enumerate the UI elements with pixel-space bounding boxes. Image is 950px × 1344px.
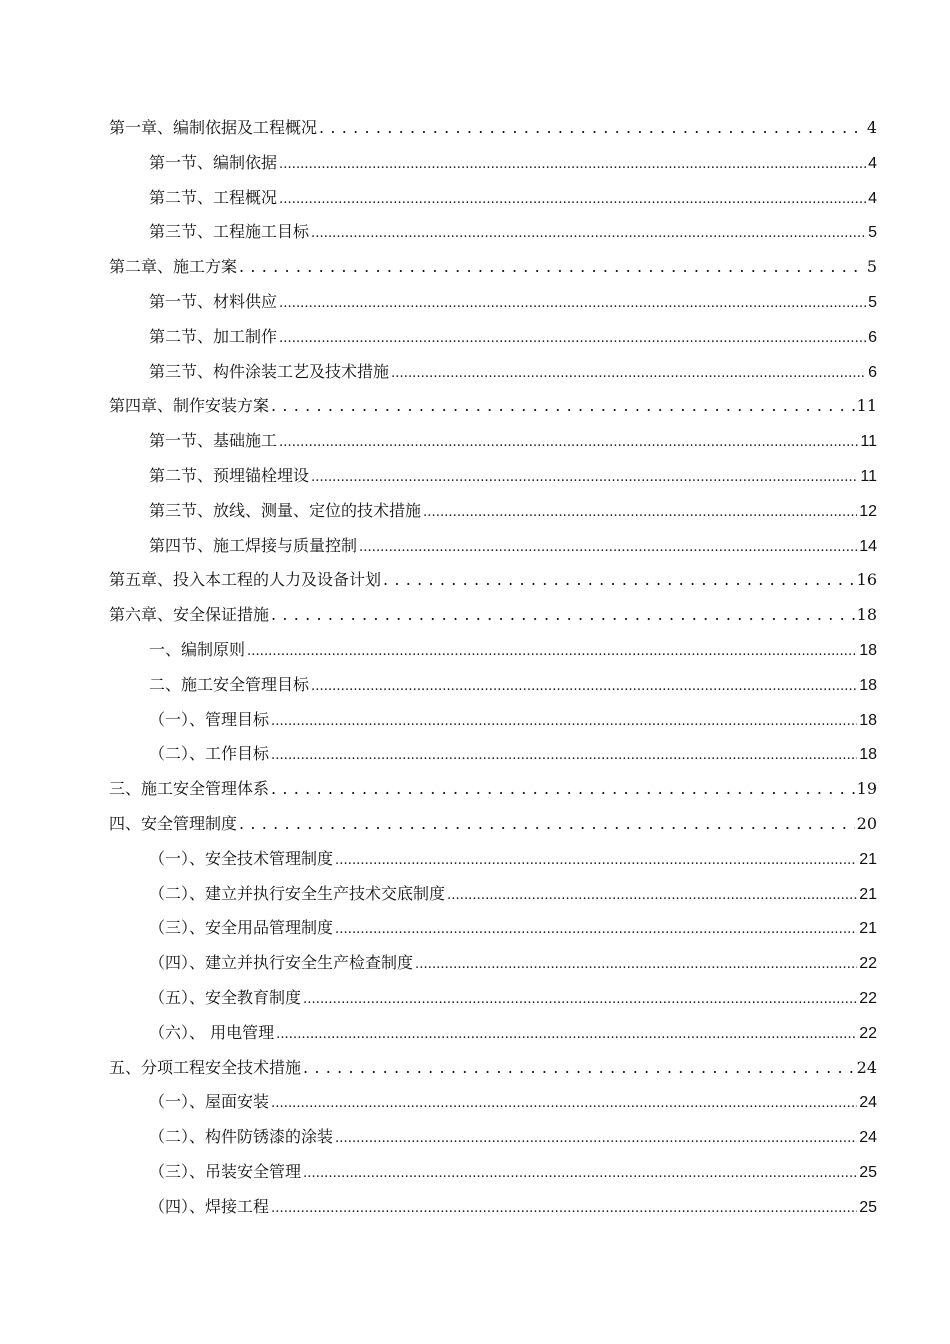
toc-entry-title: （一）、安全技术管理制度	[149, 848, 334, 868]
toc-entry[interactable]	[109, 1190, 877, 1225]
toc-entry[interactable]	[109, 424, 877, 459]
toc-entry-page: 18	[859, 641, 877, 659]
toc-entry[interactable]	[109, 772, 877, 807]
toc-leader-dots	[271, 598, 855, 633]
toc-entry[interactable]	[109, 807, 877, 842]
toc-entry-title: 四、安全管理制度	[109, 813, 238, 833]
toc-entry-page: 6	[868, 328, 877, 346]
toc-entry[interactable]	[109, 1051, 877, 1086]
toc-entry-title: （一）、屋面安装	[149, 1092, 270, 1112]
toc-entry[interactable]	[109, 946, 877, 981]
toc-leader-dots	[311, 459, 858, 496]
toc-entry[interactable]	[109, 563, 877, 598]
toc-leader-dots	[271, 1190, 857, 1227]
toc-entry[interactable]	[109, 668, 877, 703]
toc-entry[interactable]	[109, 146, 877, 181]
toc-leader-dots	[447, 877, 857, 914]
toc-entry-title: 第四节、施工焊接与质量控制	[149, 535, 358, 555]
toc-entry-title: 第二节、加工制作	[149, 326, 278, 346]
toc-leader-dots	[319, 111, 865, 146]
toc-entry-page: 22	[859, 1024, 877, 1042]
toc-entry-title: 第二章、施工方案	[109, 257, 238, 277]
toc-entry-title: （二）、建立并执行安全生产技术交底制度	[149, 883, 446, 903]
toc-leader-dots	[335, 842, 857, 879]
toc-leader-dots	[279, 181, 866, 218]
toc-leader-dots	[303, 981, 857, 1018]
toc-entry-page: 18	[859, 746, 877, 764]
toc-leader-dots	[303, 1051, 855, 1086]
toc-leader-dots	[423, 494, 857, 531]
toc-entry-page: 12	[859, 502, 877, 520]
toc-entry[interactable]	[109, 737, 877, 772]
toc-entry-title: 二、施工安全管理目标	[149, 674, 310, 694]
toc-entry-page: 24	[859, 1094, 877, 1112]
toc-leader-dots	[247, 633, 857, 670]
toc-entry-title: （一）、管理目标	[149, 709, 270, 729]
toc-entry[interactable]	[109, 1120, 877, 1155]
toc-leader-dots	[271, 1085, 857, 1122]
toc-entry-title: （二）、工作目标	[149, 744, 270, 764]
table-of-contents	[109, 111, 877, 1225]
toc-entry[interactable]	[109, 111, 877, 146]
toc-entry-title: （三）、吊装安全管理	[149, 1161, 302, 1181]
toc-leader-dots	[391, 355, 866, 392]
toc-entry[interactable]	[109, 911, 877, 946]
toc-entry-title: （四）、建立并执行安全生产检查制度	[149, 953, 414, 973]
toc-leader-dots	[239, 807, 855, 842]
toc-leader-dots	[303, 1155, 857, 1192]
toc-leader-dots	[383, 563, 855, 598]
toc-entry-page: 25	[859, 1198, 877, 1216]
toc-entry-title: 第三节、构件涂装工艺及技术措施	[149, 361, 390, 381]
toc-leader-dots	[311, 668, 857, 705]
toc-entry-title: 一、编制原则	[149, 639, 246, 659]
toc-leader-dots	[335, 1120, 857, 1157]
toc-entry[interactable]	[109, 389, 877, 424]
toc-entry[interactable]	[109, 598, 877, 633]
toc-entry[interactable]	[109, 1085, 877, 1120]
toc-entry-title: （六）、 用电管理	[149, 1022, 275, 1042]
toc-entry[interactable]	[109, 529, 877, 564]
toc-entry-title: 第二节、工程概况	[149, 187, 278, 207]
toc-entry-page: 24	[859, 1129, 877, 1147]
toc-leader-dots	[271, 737, 857, 774]
toc-entry-page: 4	[866, 118, 877, 137]
toc-entry-page: 11	[860, 433, 877, 451]
toc-entry-page: 4	[868, 189, 877, 207]
toc-entry[interactable]	[109, 703, 877, 738]
toc-entry-title: （三）、安全用品管理制度	[149, 918, 334, 938]
toc-entry-page: 18	[859, 711, 877, 729]
toc-leader-dots	[359, 529, 857, 566]
toc-entry-title: 五、分项工程安全技术措施	[109, 1057, 302, 1077]
toc-entry-page: 11	[860, 467, 877, 485]
toc-leader-dots	[271, 772, 855, 807]
toc-entry-page: 21	[859, 850, 877, 868]
toc-entry-page: 11	[856, 396, 877, 416]
toc-entry-title: 第一节、材料供应	[149, 291, 278, 311]
toc-entry-page: 22	[859, 955, 877, 973]
toc-entry[interactable]	[109, 1016, 877, 1051]
toc-entry[interactable]	[109, 355, 877, 390]
toc-entry[interactable]	[109, 981, 877, 1016]
toc-leader-dots	[271, 389, 855, 424]
toc-entry-title: 第四章、制作安装方案	[109, 396, 270, 416]
toc-leader-dots	[335, 911, 857, 948]
toc-entry[interactable]	[109, 1155, 877, 1190]
toc-entry-title: 第六章、安全保证措施	[109, 605, 270, 625]
toc-entry[interactable]	[109, 877, 877, 912]
toc-leader-dots	[279, 146, 866, 183]
toc-entry[interactable]	[109, 494, 877, 529]
toc-leader-dots	[311, 215, 866, 252]
toc-entry[interactable]	[109, 842, 877, 877]
toc-entry[interactable]	[109, 633, 877, 668]
toc-leader-dots	[279, 320, 866, 357]
toc-entry-page: 22	[859, 989, 877, 1007]
toc-entry-title: 第五章、投入本工程的人力及设备计划	[109, 570, 382, 590]
toc-leader-dots	[279, 285, 866, 322]
toc-entry-page: 14	[859, 537, 877, 555]
toc-entry-page: 5	[868, 224, 877, 242]
toc-entry-page: 18	[859, 676, 877, 694]
toc-entry-page: 5	[868, 293, 877, 311]
toc-entry-page: 5	[866, 257, 877, 277]
toc-entry-title: （五）、安全教育制度	[149, 987, 302, 1007]
toc-entry-page: 21	[859, 920, 877, 938]
toc-entry-title: 第一章、编制依据及工程概况	[109, 118, 318, 137]
toc-entry-page: 19	[856, 779, 877, 799]
toc-entry-title: 第一节、编制依据	[149, 152, 278, 172]
toc-entry-page: 4	[868, 154, 877, 172]
toc-leader-dots	[415, 946, 857, 983]
toc-entry[interactable]	[109, 181, 877, 216]
toc-entry-page: 21	[859, 885, 877, 903]
toc-entry-title: 第二节、预埋锚栓埋设	[149, 465, 310, 485]
toc-entry-title: 第三节、放线、测量、定位的技术措施	[149, 500, 422, 520]
toc-leader-dots	[239, 250, 865, 285]
toc-entry-title: 三、施工安全管理体系	[109, 779, 270, 799]
toc-entry-page: 24	[856, 1057, 877, 1077]
toc-entry-title: （四）、焊接工程	[149, 1196, 270, 1216]
toc-entry[interactable]	[109, 215, 877, 250]
toc-entry[interactable]	[109, 250, 877, 285]
toc-leader-dots	[276, 1016, 857, 1053]
toc-entry[interactable]	[109, 320, 877, 355]
toc-entry-title: （二）、构件防锈漆的涂装	[149, 1127, 334, 1147]
toc-entry-title: 第三节、工程施工目标	[149, 222, 310, 242]
toc-entry-page: 16	[856, 570, 877, 590]
toc-entry-page: 25	[859, 1163, 877, 1181]
toc-entry-page: 20	[856, 813, 877, 833]
toc-leader-dots	[279, 424, 858, 461]
toc-entry[interactable]	[109, 285, 877, 320]
toc-leader-dots	[271, 703, 857, 740]
toc-entry-title: 第一节、基础施工	[149, 431, 278, 451]
toc-entry-page: 18	[856, 605, 877, 625]
toc-entry-page: 6	[868, 363, 877, 381]
toc-entry[interactable]	[109, 459, 877, 494]
